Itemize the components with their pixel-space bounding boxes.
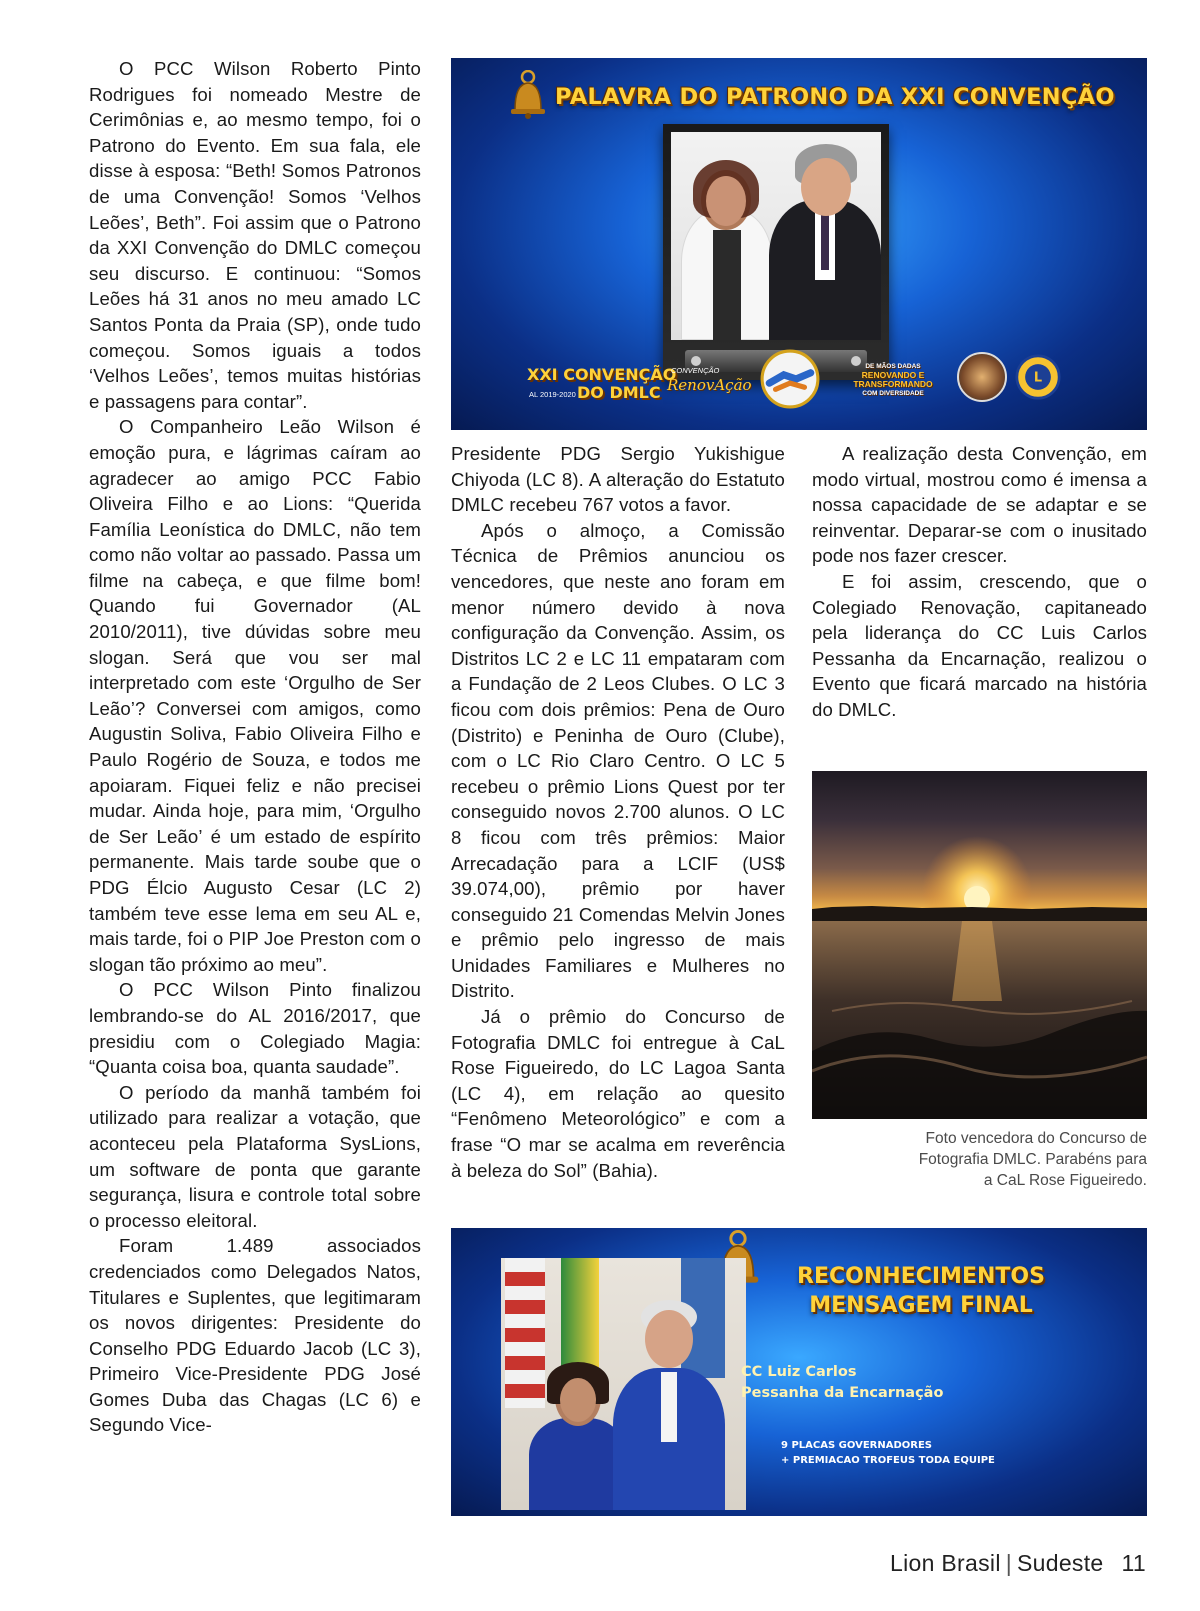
note-line: 9 PLACAS GOVERNADORES xyxy=(781,1440,932,1451)
paragraph: Já o prêmio do Concurso de Fotografia DMLC foi entregue à CaL Rose Figueiredo, do LC Lagoa Santa (LC 4), em relação ao quesito “Fenômeno Meteorológico” e com a frase “O mar se acalma em reverência à beleza do Sol” (Bahia). xyxy=(451,1006,785,1181)
paragraph: O Companheiro Leão Wilson é emoção pura, e lágrimas caíram ao agradecer ao amigo PCC Fabio Oliveira Filho e ao Lions: “Querida Família Leonística do DMLC, não tem como não voltar ao passado. Passa um filme na cabeça, e que filme bom! Quando fui Governador (AL 2010/2011), tive dúvidas sobre meu slogan. Será que vou ser mal interpretado com este ‘Orgulho de Ser Leão’? Conversei com amigos, como Augustin Soliva, Fabio Oliveira Filho e Paulo Rogério de Souza, e todos me apoiaram. Fiquei feliz e não precisei mudar. Ainda hoje, para mim, ‘Orgulho de Ser Leão’ é um estado de espírito permanente. Mais tarde soube que o PDG Élcio Augusto Cesar (LC 2) também teve esse lema em seu AL e, mais tarde, foi o PIP Joe Preston com o slogan tão próximo ao meu”. xyxy=(89,416,421,975)
paragraph: A realização desta Convenção, em modo virtual, mostrou como é imensa a nossa capacidade de se adaptar e se reinventar. Deparar-se com o inusitado pode nos fazer crescer. xyxy=(812,443,1147,567)
name-line: CC Luiz Carlos xyxy=(741,1364,857,1380)
man-figure xyxy=(769,140,881,340)
paragraph: Após o almoço, a Comissão Técnica de Prêmios anunciou os vencedores, que neste ano foram em menor número devido à nova configuração da Convenção. Assim, os Distritos LC 2 e LC 11 empataram com a Fundação de 2 Leos Clubes. O LC 3 ficou com dois prêmios: Pena de Ouro (Distrito) e Peninha de Ouro (Clube), com o LC Rio Claro Centro. O LC 5 recebeu o prêmio Lions Quest por ter conseguido novos 2.700 alunos. O LC 8 ficou com três prêmios: Maior Arrecadação para a LCIF (US$ 39.074,00), prêmio por haver conseguido 21 Comendas Melvin Jones e prêmio pelo ingresso de mais Unidades Familiares e Mulheres no Distrito. xyxy=(451,519,785,1002)
handshake-logo-icon xyxy=(759,348,821,410)
slogan-line: TRANSFORMANDO xyxy=(853,379,933,389)
section-name: Sudeste xyxy=(1017,1550,1104,1576)
slogan-line: RENOVANDO E xyxy=(861,370,925,380)
convention-title-line2: DO DMLC xyxy=(577,383,661,402)
patron-couple-photo xyxy=(671,132,881,340)
man-figure xyxy=(613,1298,725,1510)
sunset-scene xyxy=(812,771,1147,1119)
paragraph: E foi assim, crescendo, que o Colegiado Renovação, capitaneado pela liderança do CC Luis Carlos Pessanha da Encarnação, realizou o Evento que ficará marcado na história do DMLC. xyxy=(812,570,1147,720)
patron-banner-image xyxy=(451,58,1147,430)
woman-figure xyxy=(677,150,777,340)
publication-name: Lion Brasil xyxy=(890,1550,1001,1576)
page-footer xyxy=(890,1550,1146,1577)
convention-year: AL 2019-2020 xyxy=(529,390,576,399)
paragraph: Foram 1.489 associados credenciados como Delegados Natos, Titulares e Suplentes, que legitimaram os novos dirigentes: Presidente do Conselho PDG Eduardo Jacob (LC 3), Primeiro Vice-Presidente PDG José Gomes Duba das Chagas (LC 6) e Segundo Vice- xyxy=(89,1235,421,1436)
governor-photo-frame xyxy=(501,1258,746,1510)
note-line: + PREMIACAO TROFEUS TODA EQUIPE xyxy=(781,1455,995,1466)
article-column-2 xyxy=(451,441,785,1183)
renovacao-label: CONVENÇÃO xyxy=(671,366,720,375)
convention-title-line1: XXI CONVENÇÃO xyxy=(527,365,677,384)
title-line: RECONHECIMENTOS xyxy=(797,1264,1045,1289)
paragraph: Presidente PDG Sergio Yukishigue Chiyoda (LC 8). A alteração do Estatuto DMLC recebeu 767 votos a favor. xyxy=(451,443,785,516)
slogan-line: DE MÃOS DADAS xyxy=(865,363,921,370)
svg-text:L: L xyxy=(1033,370,1043,386)
honoree-name xyxy=(741,1362,943,1404)
convention-logos xyxy=(521,358,1141,420)
paragraph: O PCC Wilson Roberto Pinto Rodrigues foi nomeado Mestre de Cerimônias e, ao mesmo tempo, foi o Patrono do Evento. Em sua fala, ele disse à esposa: “Beth! Somos Patronos de uma Convenção! Somos ‘Velhos Leões’, Beth”. Foi assim que o Patrono da XXI Convenção do DMLC começou seu discurso. E continuou: “Somos Leões há 31 anos no meu amado LC Santos Ponta da Praia (SP), onde tudo começou. Somos iguais a todos ‘Velhos Leões’, temos muitas histórias e passagens para contar”. xyxy=(89,58,421,412)
recognition-banner-image xyxy=(451,1228,1147,1516)
paragraph: O PCC Wilson Pinto finalizou lembrando-se do AL 2016/2017, que presidiu com o Colegiado Magia: “Quanta coisa boa, quanta saudade”. xyxy=(89,979,421,1078)
recognition-title xyxy=(771,1262,1071,1320)
paragraph: O período da manhã também foi utilizado para realizar a votação, que aconteceu pela Plataforma SysLions, um software de ponta que garante segurança, lisura e controle total sobre o processo eleitoral. xyxy=(89,1081,421,1231)
slogan-line: COM DIVERSIDADE xyxy=(862,390,924,397)
caption-line: Fotografia DMLC. Parabéns para xyxy=(918,1151,1147,1168)
article-column-1 xyxy=(89,56,421,1438)
footer-separator: | xyxy=(1005,1550,1013,1576)
recognition-note xyxy=(781,1438,995,1468)
governor-photo-badge xyxy=(957,352,1007,402)
article-column-3 xyxy=(812,441,1147,723)
sunset-contest-photo xyxy=(812,771,1147,1119)
flag xyxy=(561,1258,599,1368)
name-line: Pessanha da Encarnação xyxy=(741,1385,944,1401)
page-number: 11 xyxy=(1121,1550,1146,1576)
governor-couple-photo xyxy=(501,1258,746,1510)
photo-caption xyxy=(812,1128,1147,1191)
caption-line: Foto vencedora do Concurso de xyxy=(925,1130,1147,1147)
bell-icon xyxy=(507,70,549,120)
banner-title: PALAVRA DO PATRONO DA XXI CONVENÇÃO xyxy=(555,84,1115,110)
renovacao-logo-text: RenovAção xyxy=(667,376,752,394)
slogan-block xyxy=(839,362,947,398)
patron-photo-frame xyxy=(663,124,889,380)
lions-logo-icon xyxy=(1015,354,1061,400)
title-line: MENSAGEM FINAL xyxy=(809,1293,1033,1318)
caption-line: a CaL Rose Figueiredo. xyxy=(983,1172,1147,1189)
